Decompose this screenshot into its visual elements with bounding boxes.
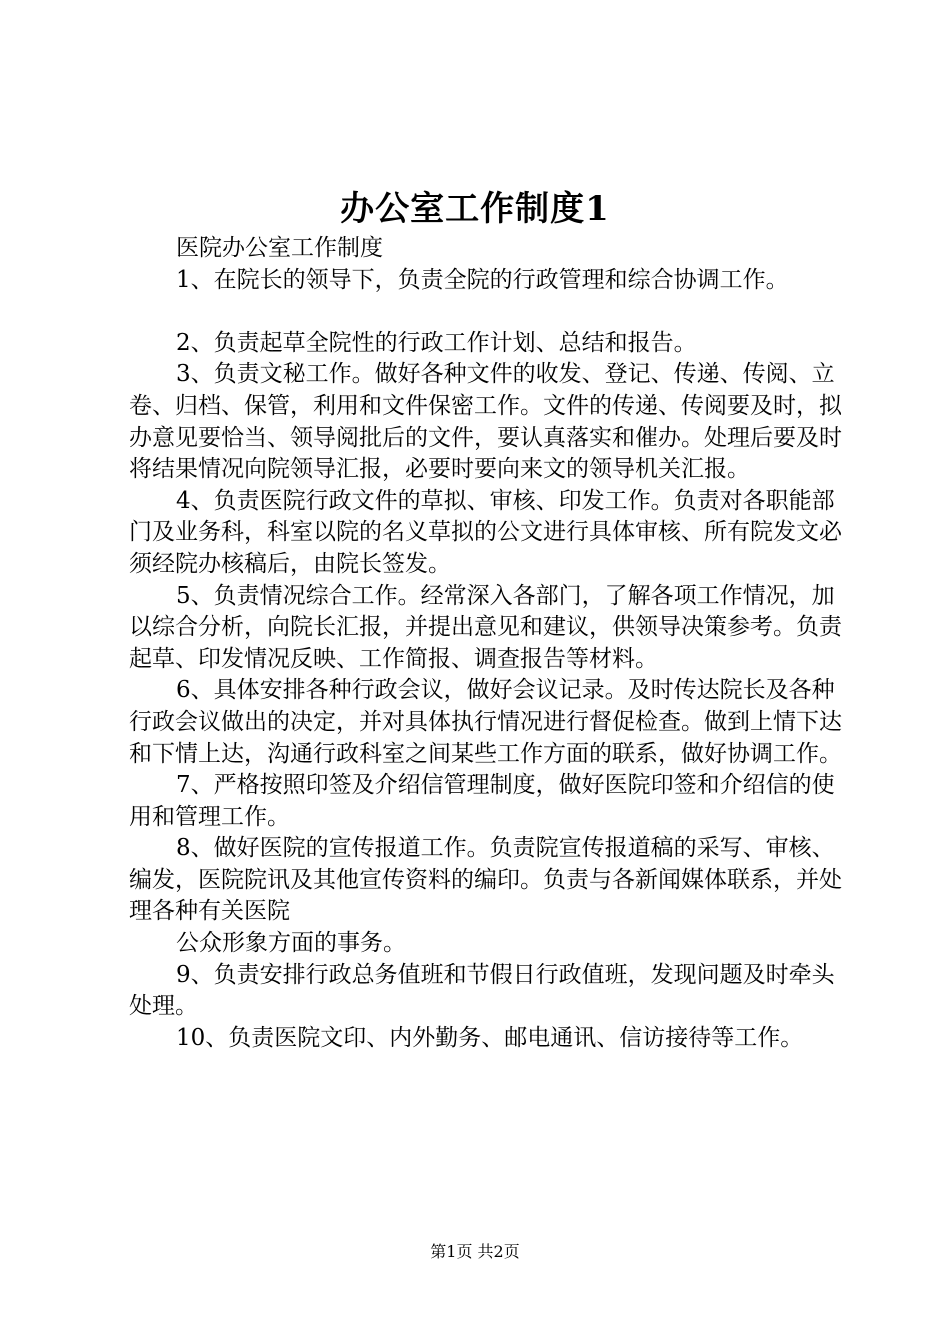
document-title: 办公室工作制度1	[340, 189, 610, 229]
paragraph-item-6: 6、具体安排各种行政会议，做好会议记录。及时传达院长及各种行政会议做出的决定，并对具体执行情况进行督促检查。做到上情下达和下情上达，沟通行政科室之间某些工作方面的联系，做好协调工作。	[129, 677, 842, 767]
page-number-footer: 第1页 共2页	[430, 1242, 520, 1261]
paragraph-item-1: 1、在院长的领导下，负责全院的行政管理和综合协调工作。	[176, 266, 789, 293]
paragraph-item-5: 5、负责情况综合工作。经常深入各部门，了解各项工作情况，加以综合分析，向院长汇报，并提出意见和建议，供领导决策参考。负责起草、印发情况反映、工作简报、调查报告等材料。	[129, 582, 842, 672]
paragraph-item-4: 4、负责医院行政文件的草拟、审核、印发工作。负责对各职能部门及业务科，科室以院的名义草拟的公文进行具体审核、所有院发文必须经院办核稿后，由院长签发。	[129, 487, 842, 577]
document-body	[129, 233, 854, 1054]
paragraph-subtitle: 医院办公室工作制度	[176, 235, 383, 261]
paragraph-item-9: 9、负责安排行政总务值班和节假日行政值班，发现问题及时牵头处理。	[129, 961, 835, 1020]
paragraph-item-8: 8、做好医院的宣传报道工作。负责院宣传报道稿的采写、审核、编发，医院院讯及其他宣传资料的编印。负责与各新闻媒体联系，并处理各种有关医院	[129, 835, 842, 925]
paragraph-item-7: 7、严格按照印签及介绍信管理制度，做好医院印签和介绍信的使用和管理工作。	[129, 772, 835, 830]
paragraph-item-8-continued: 公众形象方面的事务。	[176, 930, 406, 957]
paragraph-item-3: 3、负责文秘工作。做好各种文件的收发、登记、传递、传阅、立卷、归档、保管，利用和文件保密工作。文件的传递、传阅要及时，拟办意见要恰当、领导阅批后的文件，要认真落实和催办。处理后要及时将结果情况向院领导汇报，必要时要向来文的领导机关汇报。	[129, 361, 842, 483]
paragraph-item-10: 10、负责医院文印、内外勤务、邮电通讯、信访接待等工作。	[176, 1024, 804, 1051]
paragraph-item-2: 2、负责起草全院性的行政工作计划、总结和报告。	[176, 329, 697, 356]
